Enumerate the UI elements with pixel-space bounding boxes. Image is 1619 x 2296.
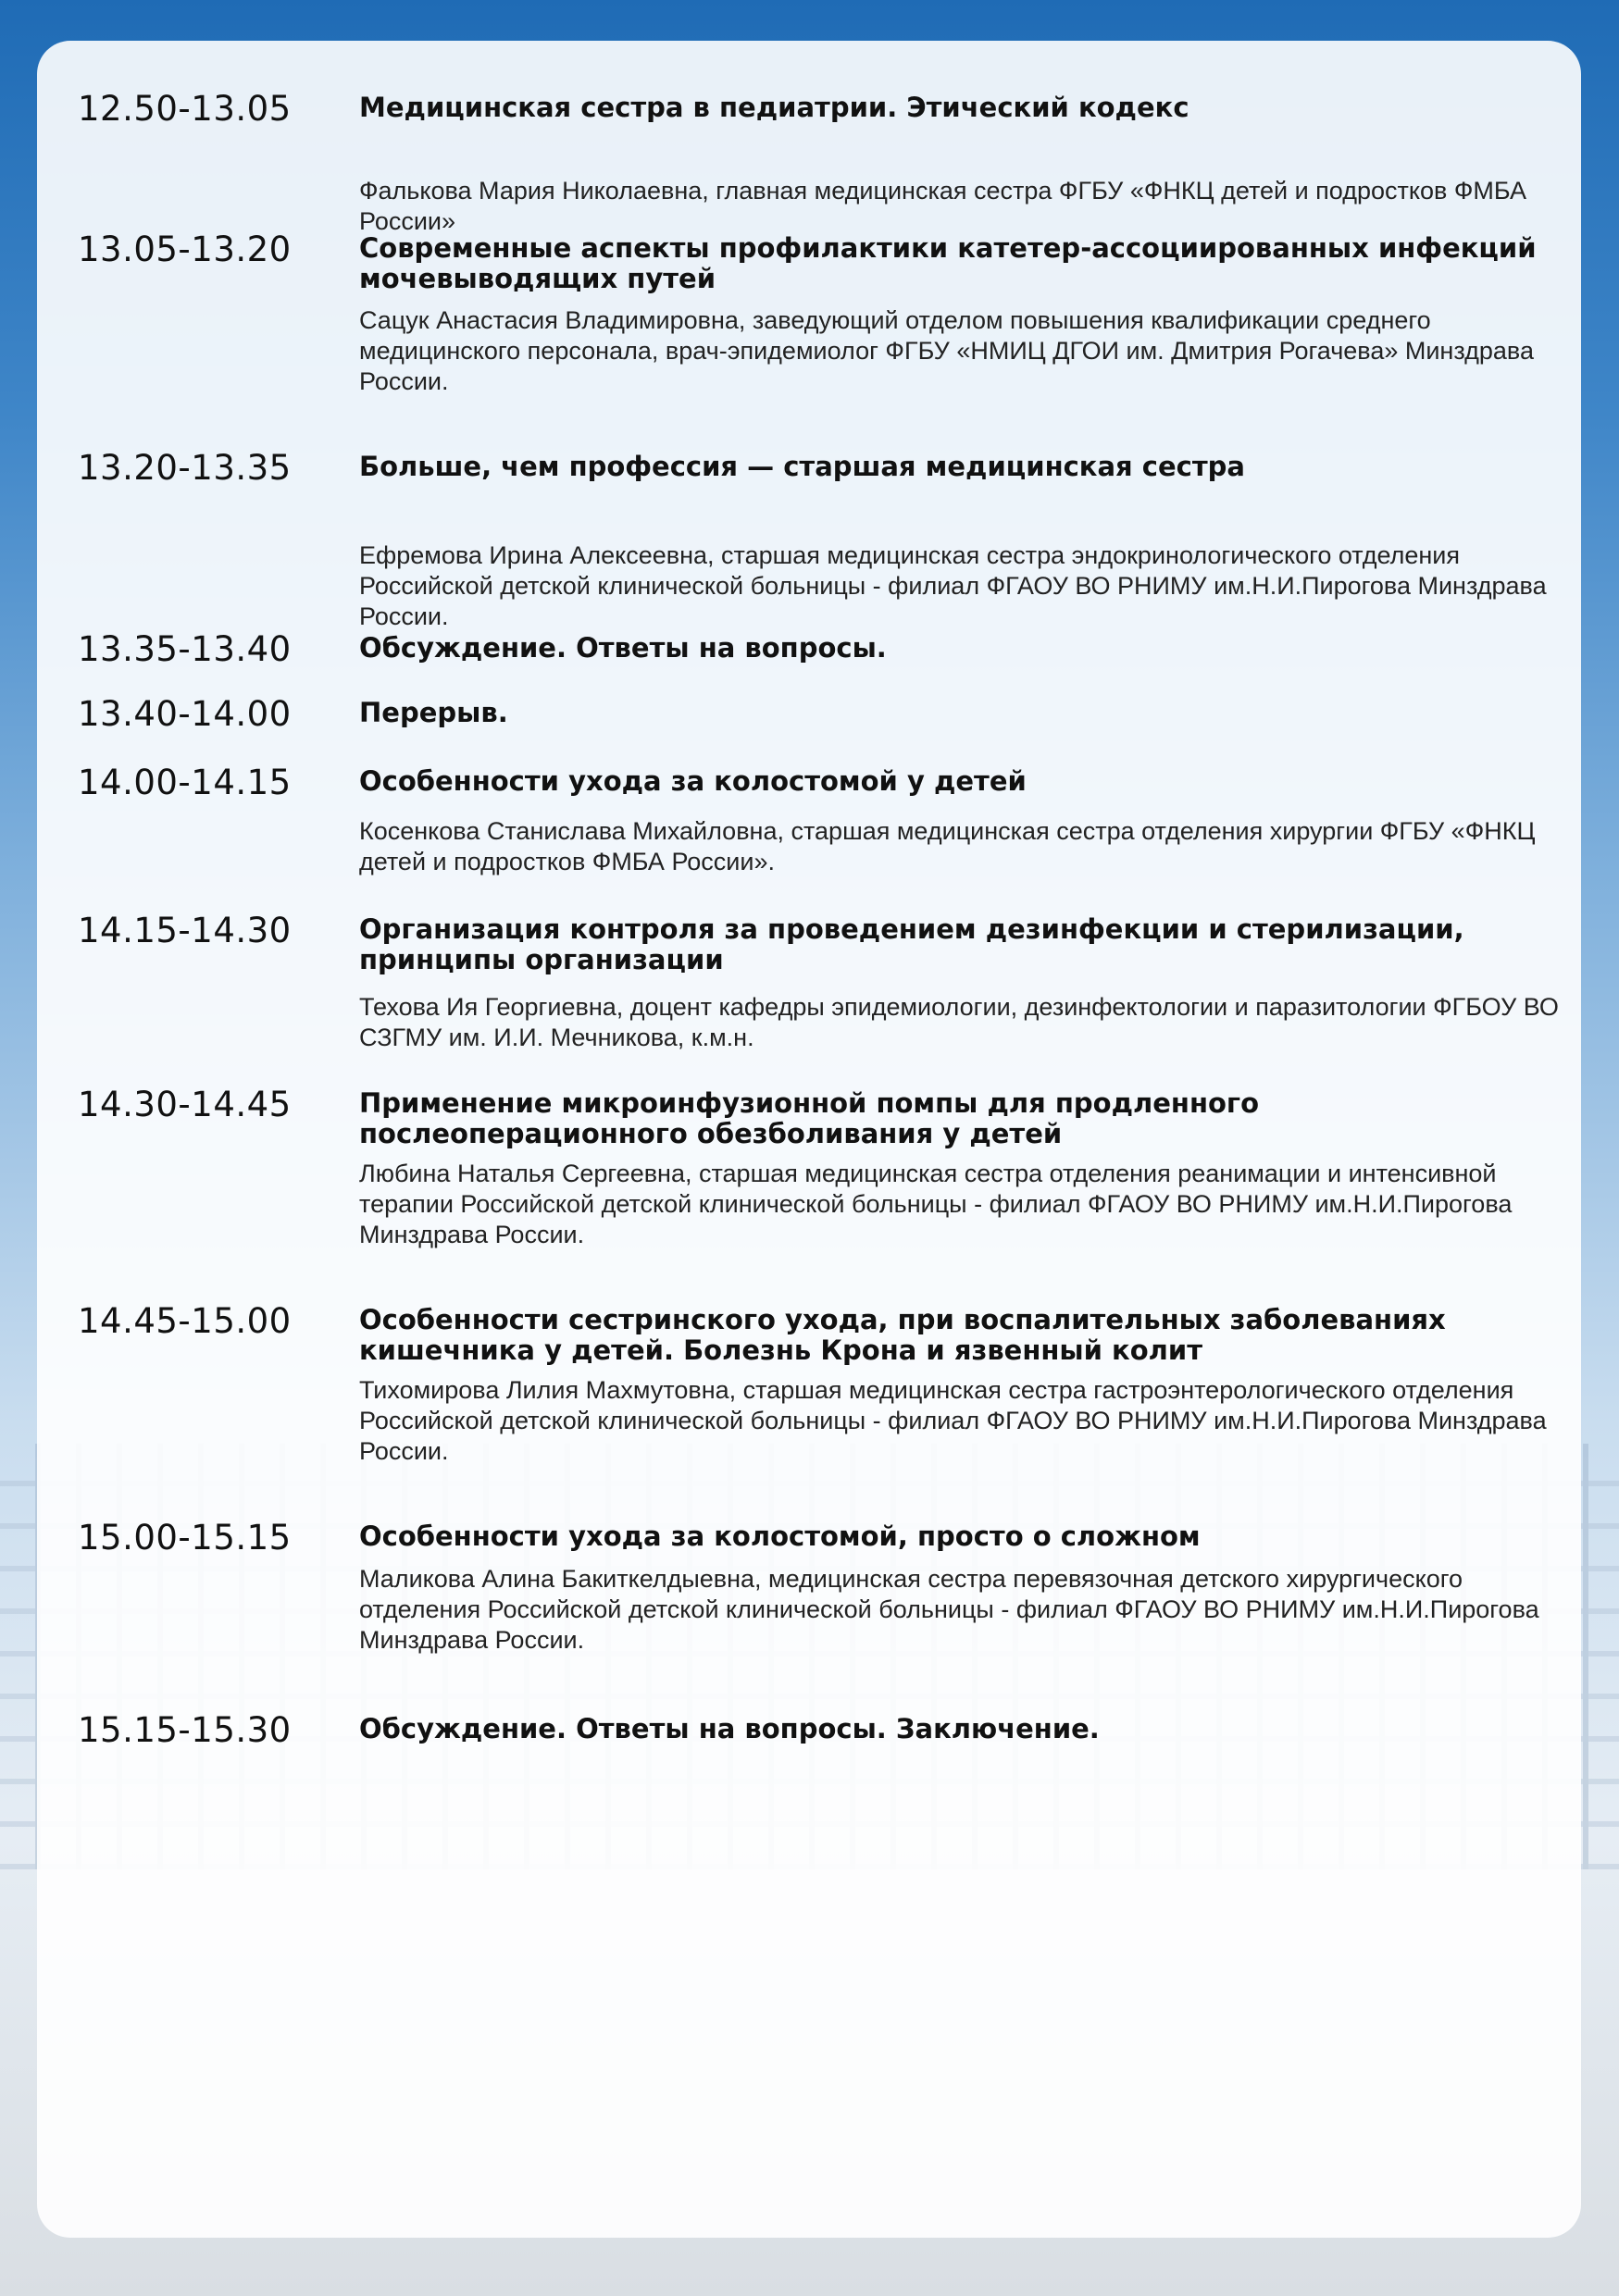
session-time: 13.05-13.20 [78, 230, 292, 269]
session-speaker: Ефремова Ирина Алексеевна, старшая медицинская сестра эндокринологического отделения Российской детской клинической больницы - филиал ФГАОУ ВО РНИМУ им.Н.И.Пирогова Минздрава России. [359, 541, 1547, 630]
session-time: 13.20-13.35 [78, 448, 292, 488]
session-title: Больше, чем профессия — старшая медицинская сестра [359, 451, 1245, 482]
session-title: Особенности сестринского ухода, при воспалительных заболеваниях кишечника у детей. Болезнь Крона и язвенный колит [359, 1304, 1446, 1366]
session-time: 12.50-13.05 [78, 89, 292, 129]
session-title: Медицинская сестра в педиатрии. Этический кодекс [359, 92, 1189, 123]
program-card [37, 41, 1581, 2238]
session-speaker: Сацук Анастасия Владимировна, заведующий отделом повышения квалификации среднего медицинского персонала, врач-эпидемиолог ФГБУ «НМИЦ ДГОИ им. Дмитрия Рогачева» Минздрава России. [359, 306, 1534, 395]
session-title: Современные аспекты профилактики катетер-ассоциированных инфекций мочевыводящих путей [359, 232, 1537, 294]
session-speaker: Тихомирова Лилия Махмутовна, старшая медицинская сестра гастроэнтерологического отделения Российской детской клинической больницы - филиал ФГАОУ ВО РНИМУ им.Н.И.Пирогова Минздрава России. [359, 1376, 1547, 1465]
session-time: 14.15-14.30 [78, 911, 292, 950]
session-time: 13.40-14.00 [78, 694, 292, 734]
session-title: Применение микроинфузионной помпы для продленного послеоперационного обезболивания у детей [359, 1087, 1259, 1149]
session-time: 14.45-15.00 [78, 1301, 292, 1341]
session-time: 14.00-14.15 [78, 763, 292, 802]
session-time: 14.30-14.45 [78, 1085, 292, 1124]
session-time: 15.15-15.30 [78, 1710, 292, 1750]
session-speaker: Любина Наталья Сергеевна, старшая медицинская сестра отделения реанимации и интенсивной терапии Российской детской клинической больницы - филиал ФГАОУ ВО РНИМУ им.Н.И.Пирогова Минздрава России. [359, 1160, 1513, 1248]
session-title: Особенности ухода за колостомой, просто о сложном [359, 1520, 1201, 1552]
session-title: Организация контроля за проведением дезинфекции и стерилизации, принципы организации [359, 913, 1464, 975]
session-time: 15.00-15.15 [78, 1518, 292, 1558]
session-speaker: Фалькова Мария Николаевна, главная медицинская сестра ФГБУ «ФНКЦ детей и подростков ФМБА России» [359, 177, 1527, 235]
session-time: 13.35-13.40 [78, 629, 292, 669]
session-title: Особенности ухода за колостомой у детей [359, 765, 1027, 797]
session-speaker: Техова Ия Георгиевна, доцент кафедры эпидемиологии, дезинфектологии и паразитологии ФГБОУ ВО СЗГМУ им. И.И. Мечникова, к.м.н. [359, 993, 1559, 1051]
session-title: Перерыв. [359, 697, 508, 728]
session-title: Обсуждение. Ответы на вопросы. [359, 632, 887, 664]
session-speaker: Маликова Алина Бакиткелдыевна, медицинская сестра перевязочная детского хирургического отделения Российской детской клинической больницы - филиал ФГАОУ ВО РНИМУ им.Н.И.Пирогова Минздрава России. [359, 1565, 1539, 1654]
session-speaker: Косенкова Станислава Михайловна, старшая медицинская сестра отделения хирургии ФГБУ «ФНКЦ детей и подростков ФМБА России». [359, 817, 1536, 875]
session-title: Обсуждение. Ответы на вопросы. Заключение. [359, 1713, 1100, 1744]
